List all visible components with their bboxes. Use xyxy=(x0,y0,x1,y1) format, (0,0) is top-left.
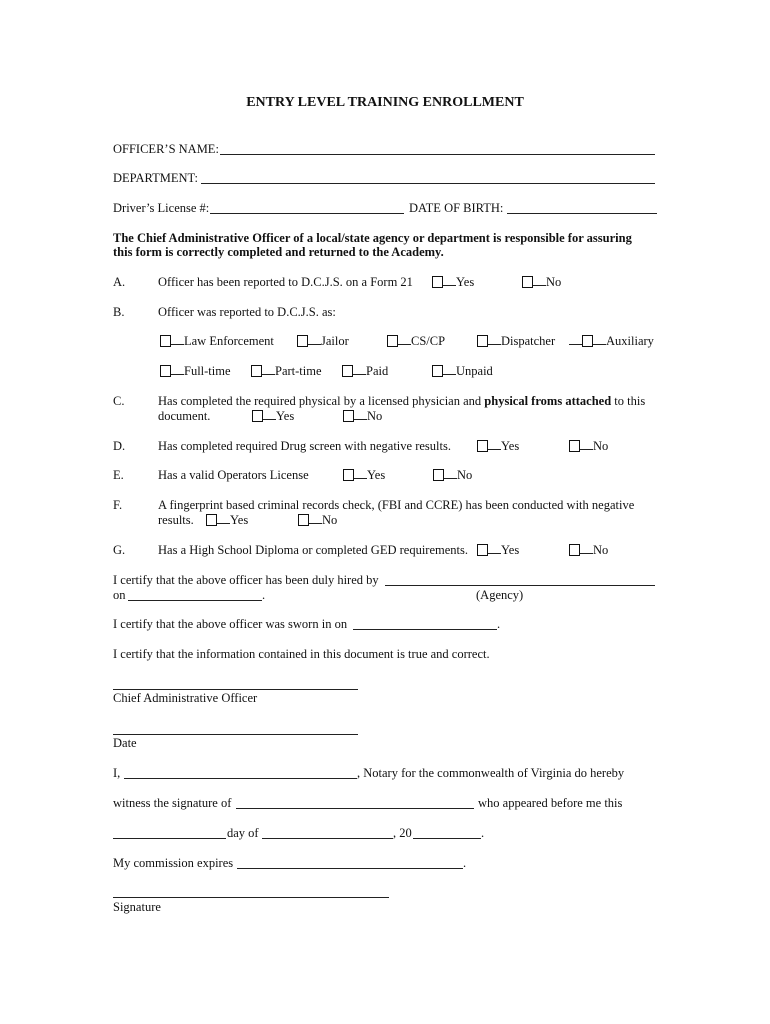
item-a-no-label: No xyxy=(546,275,562,289)
notary-name-field[interactable] xyxy=(124,778,357,779)
b-law-enforcement-checkbox[interactable] xyxy=(160,335,171,347)
sworn-date-field[interactable] xyxy=(353,629,497,630)
b-part-time-option xyxy=(251,364,322,379)
officer-name-field[interactable] xyxy=(220,154,655,155)
b-dispatcher-checkbox[interactable] xyxy=(477,335,488,347)
b-cscp-label: CS/CP xyxy=(411,334,446,348)
form-title: ENTRY LEVEL TRAINING ENROLLMENT xyxy=(246,95,524,110)
b-auxiliary-option xyxy=(569,334,654,349)
item-c-yes-checkbox[interactable] xyxy=(252,410,263,422)
notary-signature-label: Signature xyxy=(113,900,161,914)
item-f-yes-label: Yes xyxy=(230,513,249,527)
commission-period: . xyxy=(463,856,467,870)
certify-sworn-period: . xyxy=(497,617,501,631)
item-f-no-label: No xyxy=(322,513,338,527)
witness-label: witness the signature of xyxy=(113,796,232,810)
b-law-enforcement-option xyxy=(160,334,274,349)
b-full-time-label: Full-time xyxy=(184,364,231,378)
item-e-yes-option xyxy=(343,468,385,483)
b-jailor-option xyxy=(297,334,349,349)
item-f-no-option xyxy=(298,513,337,528)
item-d-letter: D. xyxy=(113,439,126,453)
b-full-time-checkbox[interactable] xyxy=(160,365,171,377)
item-d-yes-checkbox[interactable] xyxy=(477,440,488,452)
item-d-no-label: No xyxy=(593,439,609,453)
notary-text: , Notary for the commonwealth of Virginia do hereby xyxy=(357,766,625,780)
b-paid-checkbox[interactable] xyxy=(342,365,353,377)
year-field[interactable] xyxy=(413,838,481,839)
day-of-label: day of xyxy=(227,826,259,840)
item-f-no-checkbox[interactable] xyxy=(298,514,309,526)
year-prefix-label: , 20 xyxy=(393,826,412,840)
item-b-text: Officer was reported to D.C.J.S. as: xyxy=(158,305,336,319)
item-e-no-option xyxy=(433,468,472,483)
item-f-letter: F. xyxy=(113,498,123,512)
b-jailor-label: Jailor xyxy=(321,334,349,348)
b-auxiliary-checkbox[interactable] xyxy=(582,335,593,347)
b-auxiliary-label: Auxiliary xyxy=(606,334,654,348)
hired-date-field[interactable] xyxy=(128,600,262,601)
date-label: Date xyxy=(113,736,137,750)
cao-signature-line[interactable] xyxy=(113,689,358,690)
certify-hired-text: I certify that the above officer has been duly hired by xyxy=(113,573,379,587)
item-a-no-checkbox[interactable] xyxy=(522,276,533,288)
b-part-time-checkbox[interactable] xyxy=(251,365,262,377)
item-e-no-checkbox[interactable] xyxy=(433,469,444,481)
witness-name-field[interactable] xyxy=(236,808,474,809)
month-field[interactable] xyxy=(262,838,393,839)
department-field[interactable] xyxy=(201,183,655,184)
cao-label: Chief Administrative Officer xyxy=(113,691,258,705)
certify-true-text: I certify that the information contained in this document is true and correct. xyxy=(113,647,490,661)
notary-signature-line[interactable] xyxy=(113,897,389,898)
item-g-no-option xyxy=(569,543,608,558)
b-paid-label: Paid xyxy=(366,364,389,378)
drivers-license-label: Driver’s License #: xyxy=(113,201,210,215)
officer-name-label: OFFICER’S NAME: xyxy=(113,142,219,156)
item-e-no-label: No xyxy=(457,468,473,482)
appeared-text: who appeared before me this xyxy=(478,796,623,810)
item-f-yes-checkbox[interactable] xyxy=(206,514,217,526)
item-c-letter: C. xyxy=(113,394,125,408)
item-c-yes-option xyxy=(252,409,294,424)
item-g-yes-checkbox[interactable] xyxy=(477,544,488,556)
item-a-text: Officer has been reported to D.C.J.S. on a Form 21 xyxy=(158,275,413,289)
item-d-yes-option xyxy=(477,439,519,454)
b-full-time-option xyxy=(160,364,231,379)
commission-label: My commission expires xyxy=(113,856,234,870)
item-g-no-checkbox[interactable] xyxy=(569,544,580,556)
b-part-time-label: Part-time xyxy=(275,364,322,378)
agency-field[interactable] xyxy=(385,585,655,586)
item-c-text: Has completed the required physical by a licensed physician and physical froms attached to this xyxy=(158,394,646,408)
item-d-no-option xyxy=(569,439,608,454)
item-g-letter: G. xyxy=(113,543,126,557)
item-a-yes-option xyxy=(432,275,474,290)
b-jailor-checkbox[interactable] xyxy=(297,335,308,347)
certify-on-label: on xyxy=(113,588,126,602)
drivers-license-field[interactable] xyxy=(210,213,404,214)
dob-field[interactable] xyxy=(507,213,657,214)
b-law-enforcement-label: Law Enforcement xyxy=(184,334,274,348)
item-g-no-label: No xyxy=(593,543,609,557)
b-cscp-checkbox[interactable] xyxy=(387,335,398,347)
b-unpaid-label: Unpaid xyxy=(456,364,493,378)
year-period: . xyxy=(481,826,485,840)
b-paid-option xyxy=(342,364,388,379)
item-c-text-line2: document. xyxy=(158,409,211,423)
item-c-yes-label: Yes xyxy=(276,409,295,423)
item-d-no-checkbox[interactable] xyxy=(569,440,580,452)
b-unpaid-option xyxy=(432,364,493,379)
notice-line-1: The Chief Administrative Officer of a local/state agency or department is responsible for assuring xyxy=(113,231,632,245)
notary-i-label: I, xyxy=(113,766,121,780)
dob-label: DATE OF BIRTH: xyxy=(409,201,504,215)
commission-date-field[interactable] xyxy=(237,868,463,869)
item-a-letter: A. xyxy=(113,275,126,289)
date-signature-line[interactable] xyxy=(113,734,358,735)
item-d-text: Has completed required Drug screen with negative results. xyxy=(158,439,451,453)
item-e-text: Has a valid Operators License xyxy=(158,468,309,482)
item-a-no-option xyxy=(522,275,561,290)
item-g-text: Has a High School Diploma or completed GED requirements. xyxy=(158,543,468,557)
item-e-yes-label: Yes xyxy=(367,468,386,482)
item-g-yes-label: Yes xyxy=(501,543,520,557)
item-a-yes-checkbox[interactable] xyxy=(432,276,443,288)
item-f-text: A fingerprint based criminal records check, (FBI and CCRE) has been conducted with negative xyxy=(158,498,635,512)
item-e-letter: E. xyxy=(113,468,124,482)
item-c-no-option xyxy=(343,409,382,424)
item-g-yes-option xyxy=(477,543,519,558)
item-b-letter: B. xyxy=(113,305,125,319)
b-unpaid-checkbox[interactable] xyxy=(432,365,443,377)
item-d-yes-label: Yes xyxy=(501,439,520,453)
item-a-yes-label: Yes xyxy=(456,275,475,289)
item-c-no-label: No xyxy=(367,409,383,423)
b-dispatcher-label: Dispatcher xyxy=(501,334,556,348)
item-f-yes-option xyxy=(206,513,248,528)
b-dispatcher-option xyxy=(477,334,555,349)
agency-caption: (Agency) xyxy=(476,588,524,602)
certify-hired-period: . xyxy=(262,588,266,602)
department-label: DEPARTMENT: xyxy=(113,171,198,185)
item-e-yes-checkbox[interactable] xyxy=(343,469,354,481)
item-c-no-checkbox[interactable] xyxy=(343,410,354,422)
notice-line-2: this form is correctly completed and returned to the Academy. xyxy=(113,245,444,259)
certify-sworn-text: I certify that the above officer was sworn in on xyxy=(113,617,348,631)
item-f-text-line2: results. xyxy=(158,513,194,527)
day-field[interactable] xyxy=(113,838,226,839)
b-cscp-option xyxy=(387,334,445,349)
